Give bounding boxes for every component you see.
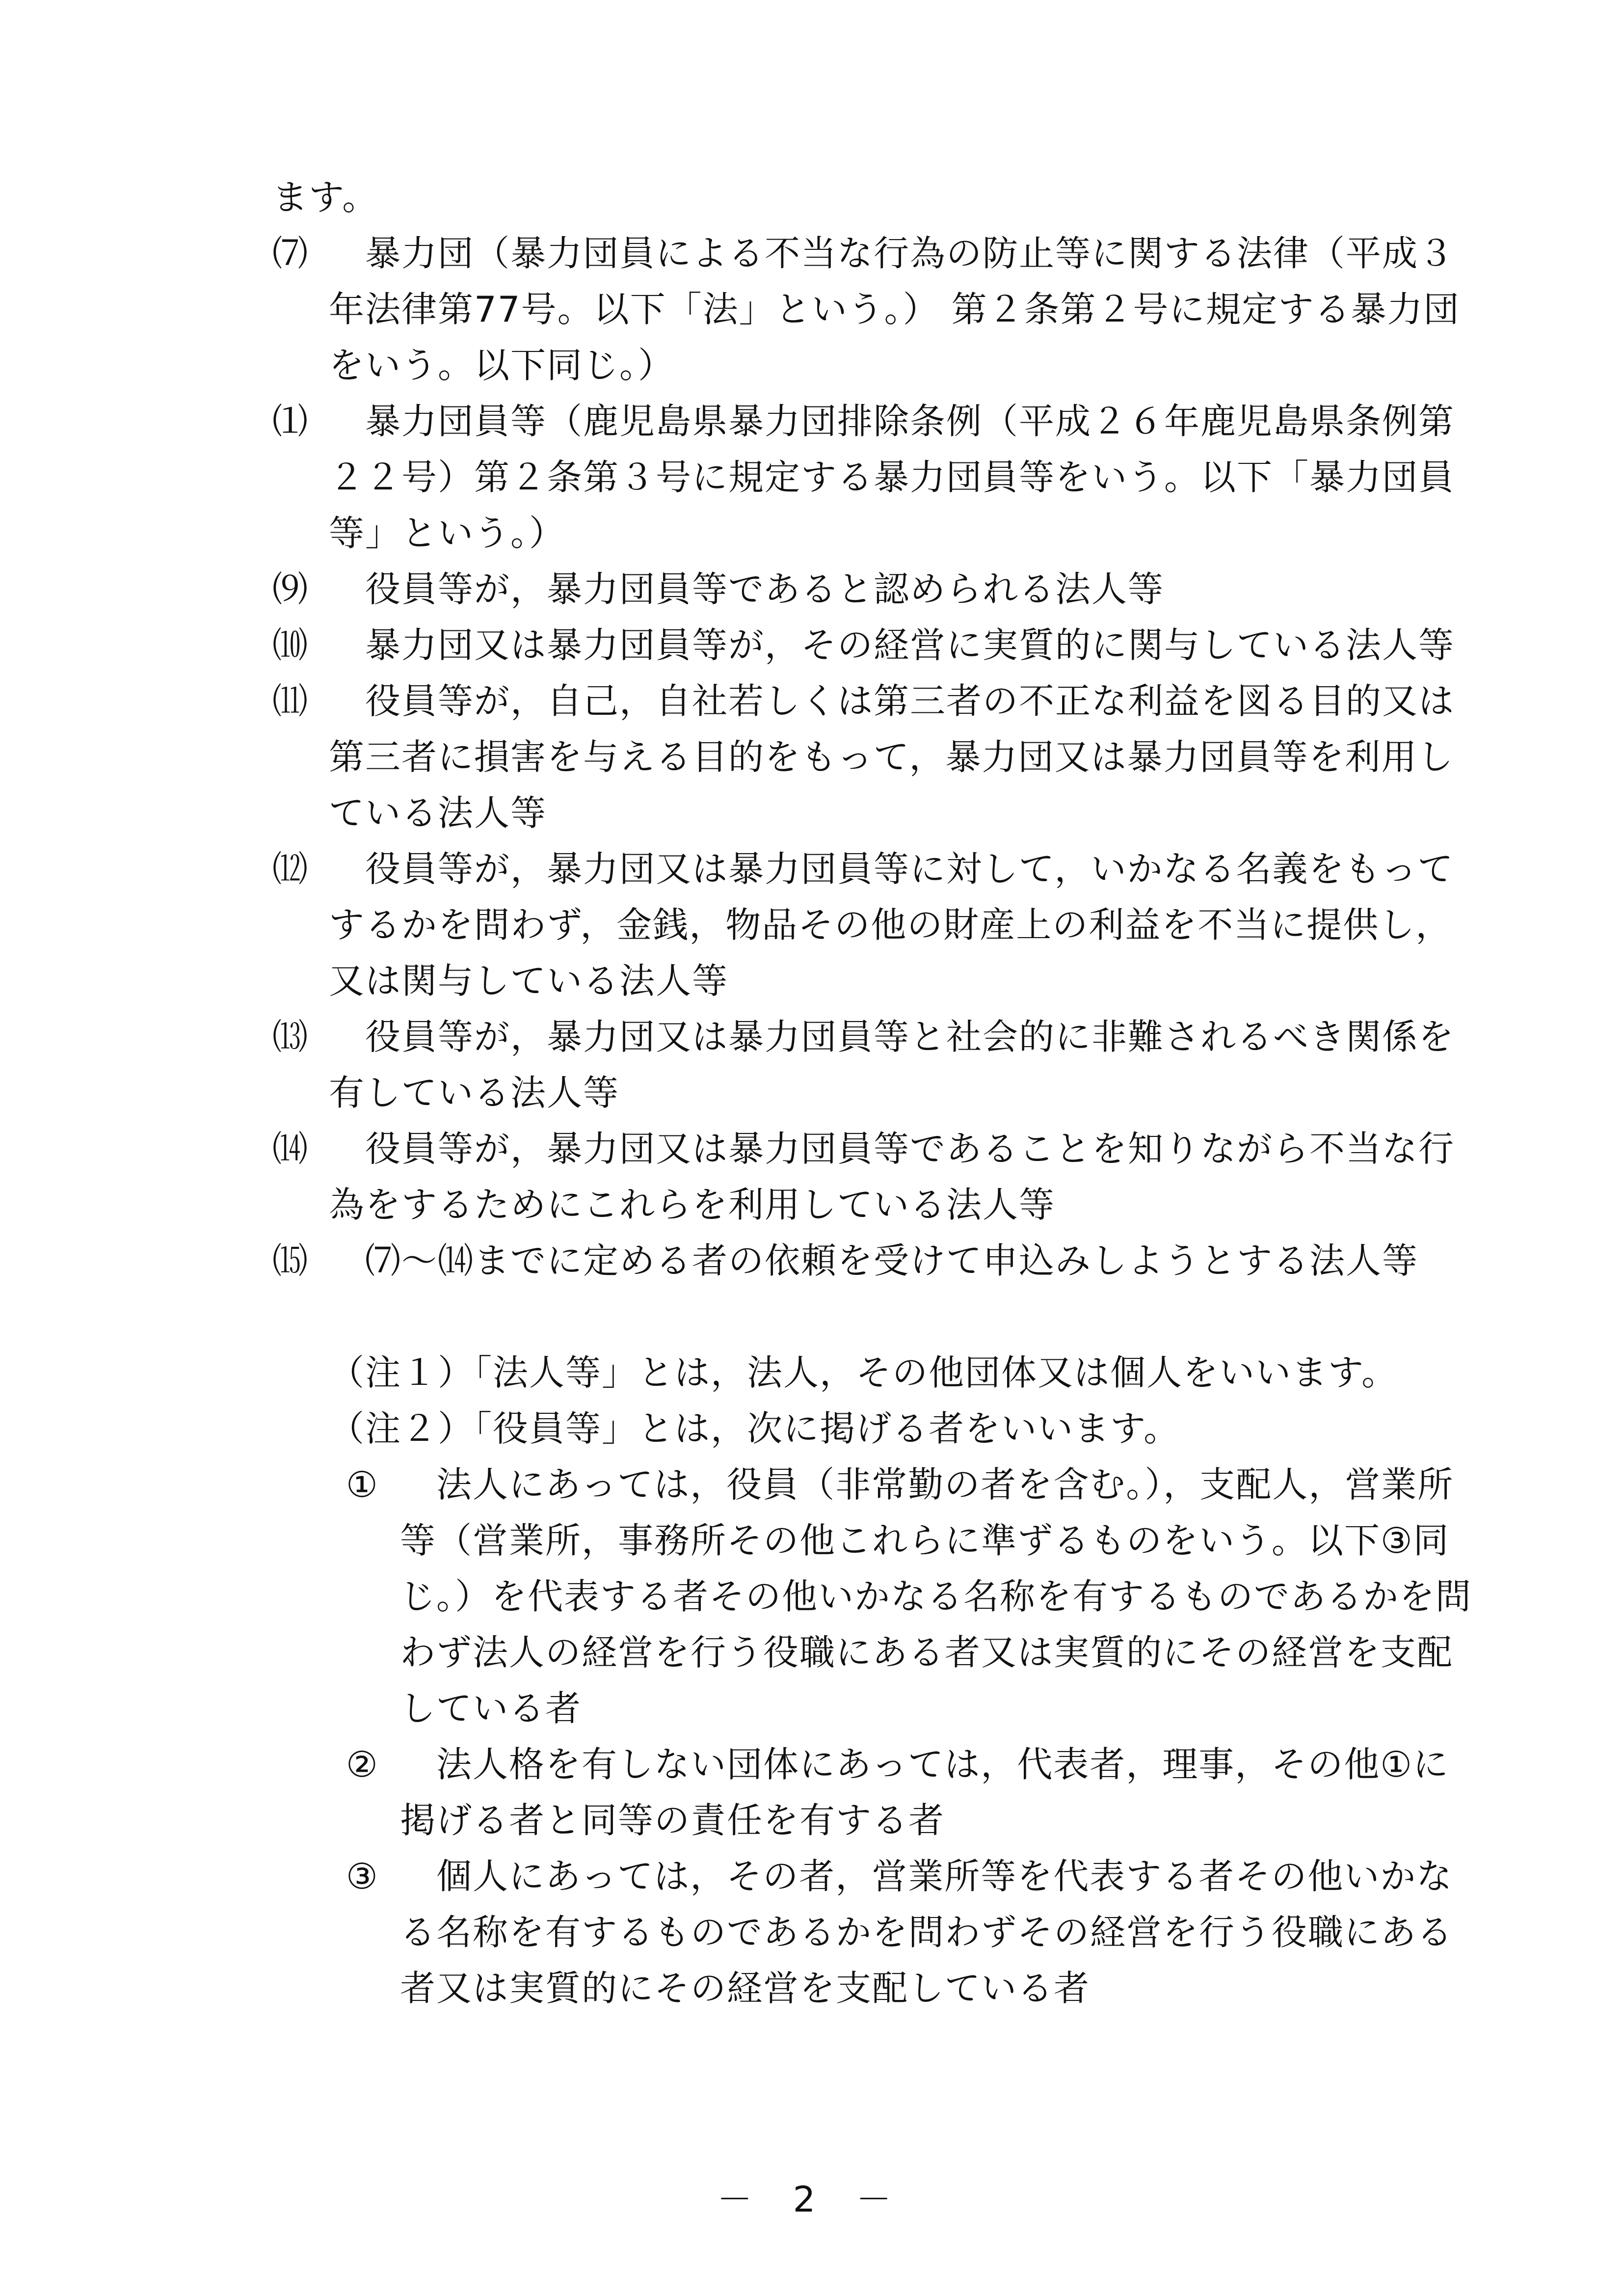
item-text-line: 役員等が，暴力団又は暴力団員等と社会的に非難されるべき関係を	[329, 1016, 1455, 1057]
item-text-line: ２２号）第２条第３号に規定する暴力団員等をいう。以下「暴力団員	[329, 457, 1455, 498]
list-item	[272, 617, 1529, 673]
item-marker: ⑽	[272, 624, 309, 666]
item-list	[272, 225, 1529, 1289]
item-marker: ⒁	[272, 1128, 309, 1169]
item-marker: ⑾	[272, 680, 309, 722]
item-text-line: 役員等が，自己，自社若しくは第三者の不正な利益を図る目的又は	[329, 680, 1455, 722]
item-text-line: 年法律第77号。以下「法」という。） 第２条第２号に規定する暴力団	[329, 289, 1460, 330]
notes-section	[272, 1345, 1529, 1457]
item-marker: ⑼	[272, 568, 309, 610]
item-text-line: る名称を有するものであるかを問わずその経営を行う役職にある	[400, 1912, 1454, 1953]
item-text-line: 役員等が，暴力団又は暴力団員等であることを知りながら不当な行	[329, 1128, 1455, 1169]
item-marker: ⒂	[272, 1240, 309, 1281]
item-text-line: 等（営業所，事務所その他これらに準ずるものをいう。以下③同	[400, 1520, 1450, 1561]
item-text-line: 法人格を有しない団体にあっては，代表者，理事，その他①に	[400, 1744, 1449, 1785]
item-text-line: 又は関与している法人等	[329, 960, 729, 1001]
item-text-line: 暴力団員等（鹿児島県暴力団排除条例（平成２６年鹿児島県条例第	[329, 401, 1455, 442]
circled-number-marker: ①	[346, 1464, 379, 1505]
item-marker: ⑴	[272, 401, 309, 442]
item-marker: ⑺	[272, 233, 309, 274]
item-text-line: している者	[400, 1688, 582, 1729]
item-text-line: 掲げる者と同等の責任を有する者	[400, 1800, 945, 1841]
item-text-line: わず法人の経営を行う役職にある者又は実質的にその経営を支配	[400, 1632, 1454, 1673]
item-text-line: 暴力団又は暴力団員等が，その経営に実質的に関与している法人等	[329, 624, 1455, 666]
item-text-line: ⑺～⒁までに定める者の依頼を受けて申込みしようとする法人等	[329, 1240, 1419, 1281]
blank-line	[272, 1289, 1529, 1345]
item-text-line: 役員等が，暴力団又は暴力団員等に対して，いかなる名義をもって	[329, 848, 1454, 890]
list-item	[272, 561, 1529, 617]
list-item	[346, 1457, 1529, 1736]
list-item	[272, 1233, 1529, 1289]
list-item	[272, 393, 1529, 561]
item-text-line: 等」という。）	[329, 513, 566, 554]
item-text-line: 個人にあっては，その者，営業所等を代表する者その他いかな	[400, 1856, 1453, 1897]
item-text-line: じ。）を代表する者その他いかなる名称を有するものであるかを問	[400, 1576, 1472, 1617]
item-text-line: 暴力団（暴力団員による不当な行為の防止等に関する法律（平成３	[329, 233, 1455, 274]
note-2: （注２）「役員等」とは，次に掲げる者をいいます。	[329, 1408, 1180, 1449]
item-marker: ⒀	[272, 1016, 309, 1057]
intro-line: ます。	[272, 177, 379, 218]
item-text-line: をいう。以下同じ。）	[329, 345, 675, 386]
item-text-line: 為をするためにこれらを利用している法人等	[329, 1184, 1056, 1225]
list-item	[272, 1121, 1529, 1233]
list-item	[272, 841, 1529, 1009]
item-text-line: 役員等が，暴力団員等であると認められる法人等	[329, 568, 1165, 610]
list-item	[272, 225, 1529, 393]
item-text-line: するかを問わず，金銭，物品その他の財産上の利益を不当に提供し，	[329, 904, 1452, 945]
list-item	[272, 1009, 1529, 1121]
item-text-line: 第三者に損害を与える目的をもって，暴力団又は暴力団員等を利用し	[329, 736, 1454, 778]
circled-number-marker: ③	[346, 1856, 379, 1897]
item-text-line: 有している法人等	[329, 1072, 620, 1113]
item-text-line: 者又は実質的にその経営を支配している者	[400, 1968, 1091, 2009]
list-item	[272, 673, 1529, 841]
list-item	[346, 1848, 1529, 2016]
list-item	[346, 1736, 1529, 1848]
note-1: （注１）「法人等」とは，法人，その他団体又は個人をいいます。	[329, 1352, 1398, 1393]
page-number: － 2 －	[717, 2179, 906, 2220]
item-text-line: 法人にあっては，役員（非常勤の者を含む。），支配人，営業所	[400, 1464, 1454, 1505]
circled-number-marker: ②	[346, 1744, 379, 1785]
item-text-line: ている法人等	[329, 792, 547, 834]
document-body	[272, 169, 1529, 2016]
item-marker: ⑿	[272, 848, 309, 890]
officer-definition-list	[272, 1457, 1529, 2016]
